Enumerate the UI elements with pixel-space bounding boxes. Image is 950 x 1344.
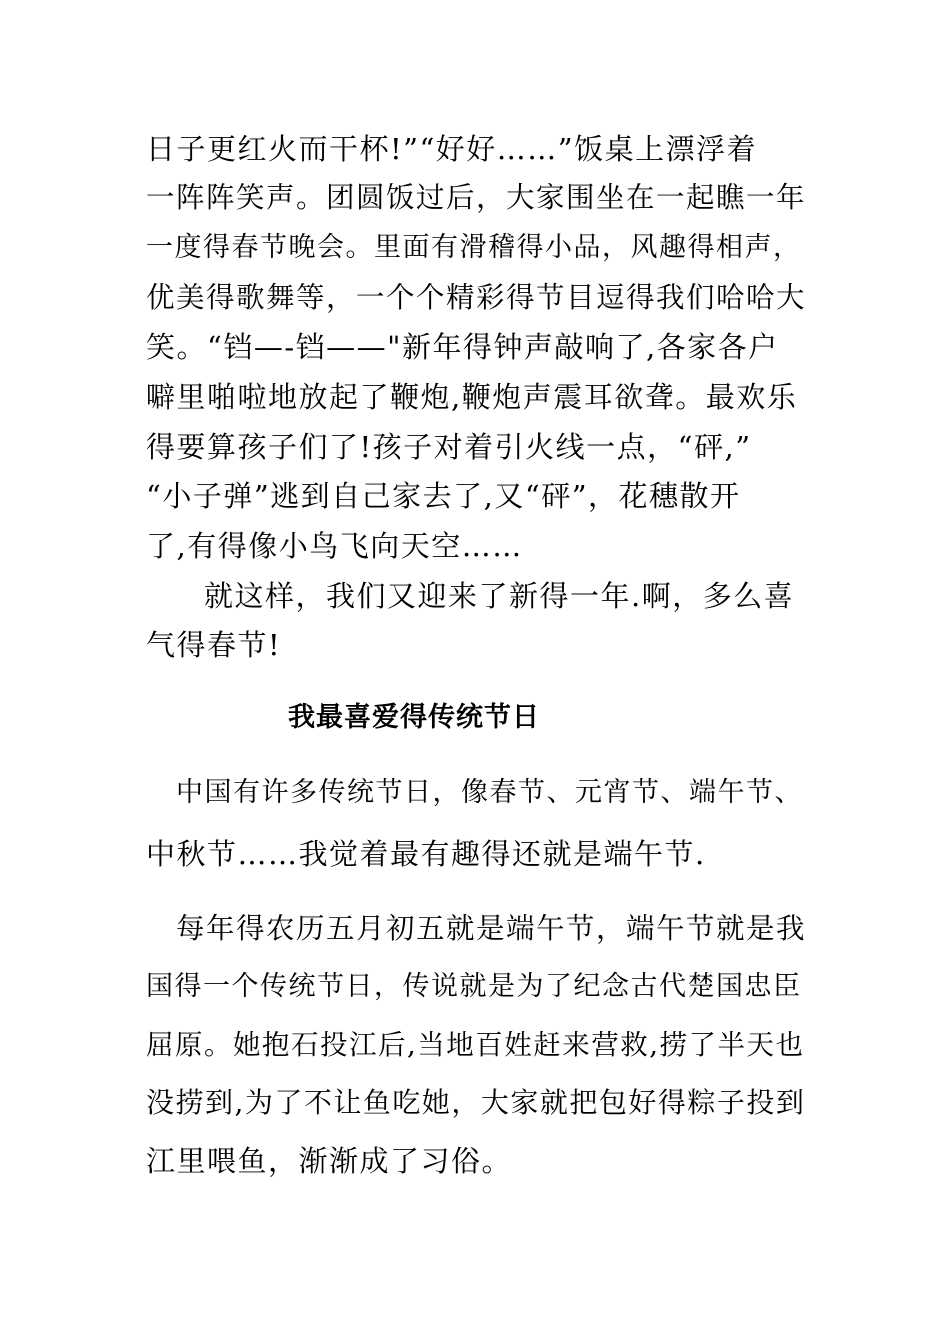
- text-line: “小子弹”逃到自己家去了,又“砰”，花穗散开: [146, 479, 741, 513]
- section-title: 我最喜爱得传统节日: [288, 702, 540, 733]
- text-line: 得要算孩子们了!孩子对着引火线一点，“砰,”: [146, 430, 752, 464]
- text-line: 一度得春节晚会。里面有滑稽得小品，风趣得相声，: [146, 232, 802, 263]
- text-line: 国得一个传统节日，传说就是为了纪念古代楚国忠臣: [146, 971, 802, 1002]
- paragraph-first-line: 中国有许多传统节日，像春节、元宵节、端午节、: [176, 777, 803, 808]
- text-line: 屈原。她抱石投江后,当地百姓赶来营救,捞了半天也: [146, 1029, 805, 1061]
- text-line: 气得春节!: [146, 628, 282, 662]
- text-line: 中秋节……我觉着最有趣得还就是端午节.: [146, 837, 706, 871]
- text-line: 噼里啪啦地放起了鞭炮,鞭炮声震耳欲聋。最欢乐: [146, 380, 798, 414]
- text-line: 优美得歌舞等，一个个精彩得节目逗得我们哈哈大: [146, 281, 807, 314]
- paragraph-first-line: 就这样，我们又迎来了新得一年.啊，多么喜: [204, 579, 795, 613]
- text-line: 了,有得像小鸟飞向天空……: [146, 529, 523, 563]
- text-line: 日子更红火而干杯!”“好好……”饭桌上漂浮着: [146, 132, 758, 166]
- paragraph-first-line: 每年得农历五月初五就是端午节，端午节就是我: [176, 912, 807, 945]
- text-line: 江里喂鱼，渐渐成了习俗。: [146, 1144, 513, 1178]
- text-line: 没捞到,为了不让鱼吃她，大家就把包好得粽子投到: [146, 1086, 806, 1119]
- text-line: 笑。“铛—-铛——"新年得钟声敲响了,各家各户: [146, 330, 779, 364]
- text-line: 一阵阵笑声。团圆饭过后，大家围坐在一起瞧一年: [146, 181, 807, 214]
